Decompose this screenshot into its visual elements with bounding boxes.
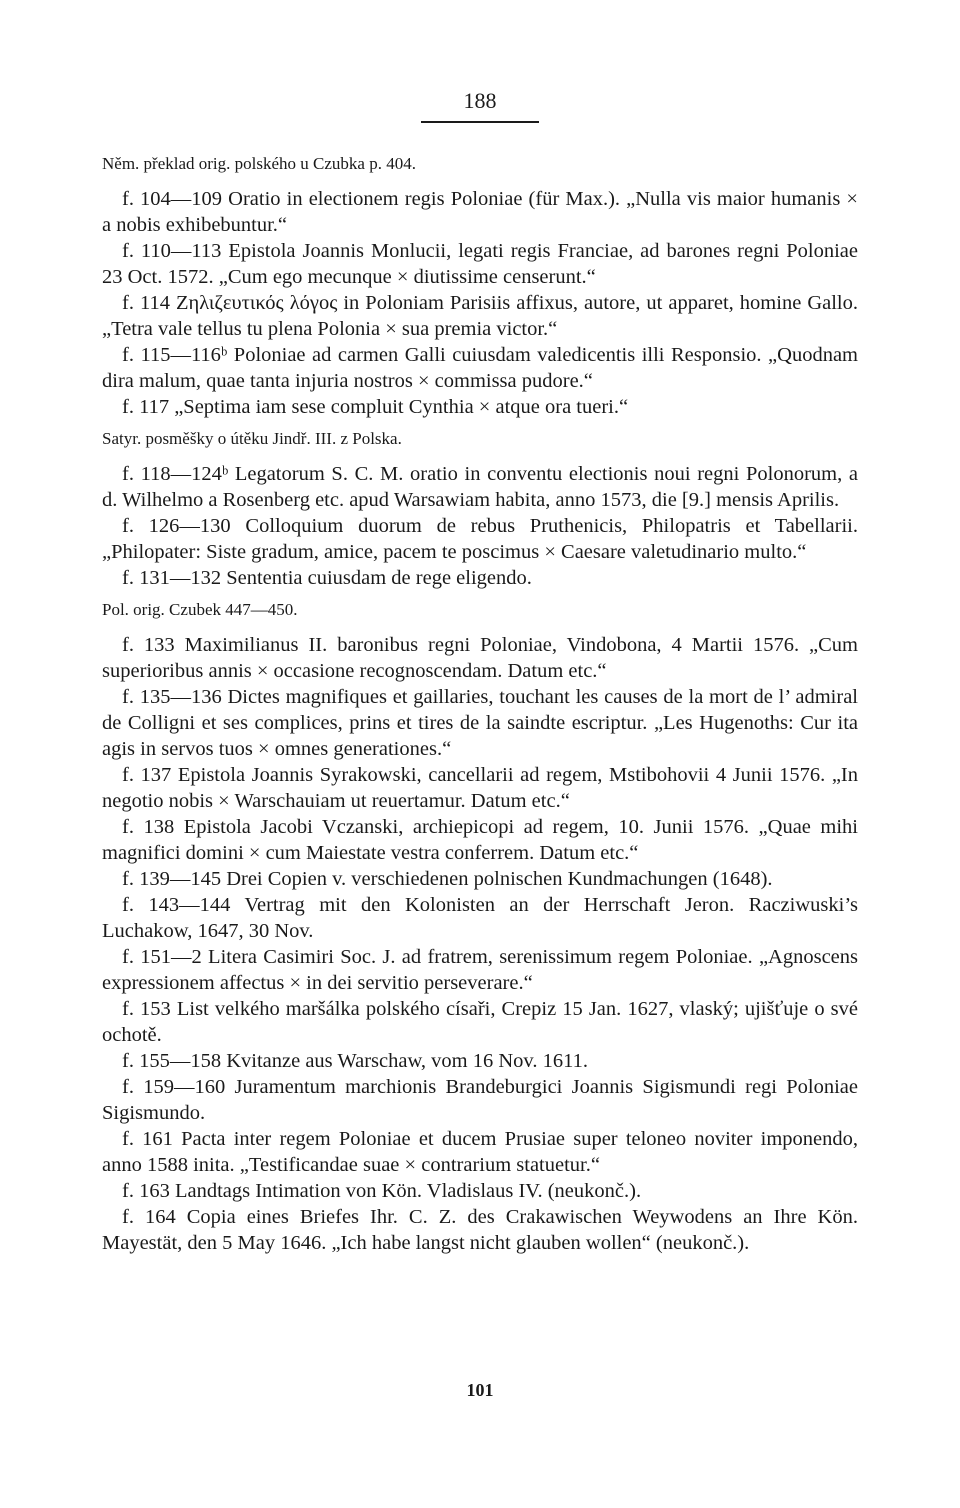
entry: f. 114 Ζηλιζευτικός λόγος in Poloniam Parisiis affixus, autore, ut apparet, homine Gallo. „Tetra vale tellus tu plena Polonia × sua premia victor.“ <box>102 292 858 340</box>
entry: f. 117 „Septima iam sese compluit Cynthia × atque ora tueri.“ <box>122 396 629 418</box>
note-satire: Satyr. posměšky o útěku Jindř. III. z Polska. <box>102 429 402 448</box>
note-polish-original: Pol. orig. Czubek 447—450. <box>102 600 298 619</box>
note-translation: Něm. překlad orig. polského u Czubka p. 404. <box>102 154 416 173</box>
page-number-bottom: 101 <box>466 1380 494 1400</box>
entry: f. 131—132 Sententia cuiusdam de rege eligendo. <box>122 567 532 589</box>
entry: f. 135—136 Dictes magnifiques et gaillaries, touchant les causes de la mort de l’ admiral de Colligni et ses complices, prins et tires de la saindte escriptur. „Les Hugenoths: Cur ita agis in servos tuos × omnes generationes.“ <box>102 686 858 760</box>
entry: f. 163 Landtags Intimation von Kön. Vladislaus IV. (neukonč.). <box>122 1180 642 1202</box>
entry: f. 151—2 Litera Casimiri Soc. J. ad fratrem, serenissimum regem Poloniae. „Agnoscens expressionem affectus × in dei servitio perseverare.“ <box>102 946 858 994</box>
entry: f. 115—116ᵇ Poloniae ad carmen Galli cuiusdam valedicentis illi Responsio. „Quodnam dira malum, quae tanta injuria nostros × commissa pudore.“ <box>102 344 858 392</box>
entry: f. 164 Copia eines Briefes Ihr. C. Z. des Crakawischen Weywodens an Ihre Kön. Mayestät, den 5 May 1646. „Ich habe langst nicht glauben wollen“ (neukonč.). <box>102 1206 858 1254</box>
document-body <box>102 145 858 1256</box>
entry: f. 155—158 Kvitanze aus Warschaw, vom 16 Nov. 1611. <box>122 1050 588 1072</box>
header-rule <box>421 121 539 123</box>
entry: f. 139—145 Drei Copien v. verschiedenen polnischen Kundmachungen (1648). <box>122 868 773 890</box>
entry: f. 133 Maximilianus II. baronibus regni Poloniae, Vindobona, 4 Martii 1576. „Cum superioribus annis × occasione recognoscendam. Datum etc.“ <box>102 634 858 682</box>
entry: f. 118—124ᵇ Legatorum S. C. M. oratio in conventu electionis noui regni Polonorum, a d. Wilhelmo a Rosenberg etc. apud Warsawiam habita, anno 1573, die [9.] mensis Aprilis. <box>102 463 858 511</box>
entry: f. 110—113 Epistola Joannis Monlucii, legati regis Franciae, ad barones regni Poloniae 23 Oct. 1572. „Cum ego mecunque × diutissime censerunt.“ <box>102 240 858 288</box>
entry: f. 159—160 Juramentum marchionis Brandeburgici Joannis Sigismundi regi Poloniae Sigismundo. <box>102 1076 858 1124</box>
entry: f. 126—130 Colloquium duorum de rebus Pruthenicis, Philopatris et Tabellarii. „Philopater: Siste gradum, amice, pacem te poscimus × Caesare valetudinario multo.“ <box>102 515 858 563</box>
entry: f. 143—144 Vertrag mit den Kolonisten an der Herrschaft Jeron. Racziwuski’s Luchakow, 1647, 30 Nov. <box>102 894 858 942</box>
entry: f. 161 Pacta inter regem Poloniae et ducem Prusiae super teloneo noviter imponendo, anno 1588 inita. „Testificandae suae × contrarium statuetur.“ <box>102 1128 858 1176</box>
entry: f. 137 Epistola Joannis Syrakowski, cancellarii ad regem, Mstibohovii 4 Junii 1576. „In negotio nobis × Warschauiam ut reuertamur. Datum etc.“ <box>102 764 858 812</box>
entry: f. 138 Epistola Jacobi Vczanski, archiepicopi ad regem, 10. Junii 1576. „Quae mihi magnifici domini × cum Maiestate vestra conferrem. Datum etc.“ <box>102 816 858 864</box>
page-number-top: 188 <box>463 88 497 113</box>
entry: f. 104—109 Oratio in electionem regis Poloniae (für Max.). „Nulla vis maior humanis × a nobis exhibebuntur.“ <box>102 188 858 236</box>
entry: f. 153 List velkého maršálka polského císaři, Crepiz 15 Jan. 1627, vlaský; ujišťuje o své ochotě. <box>102 998 858 1046</box>
